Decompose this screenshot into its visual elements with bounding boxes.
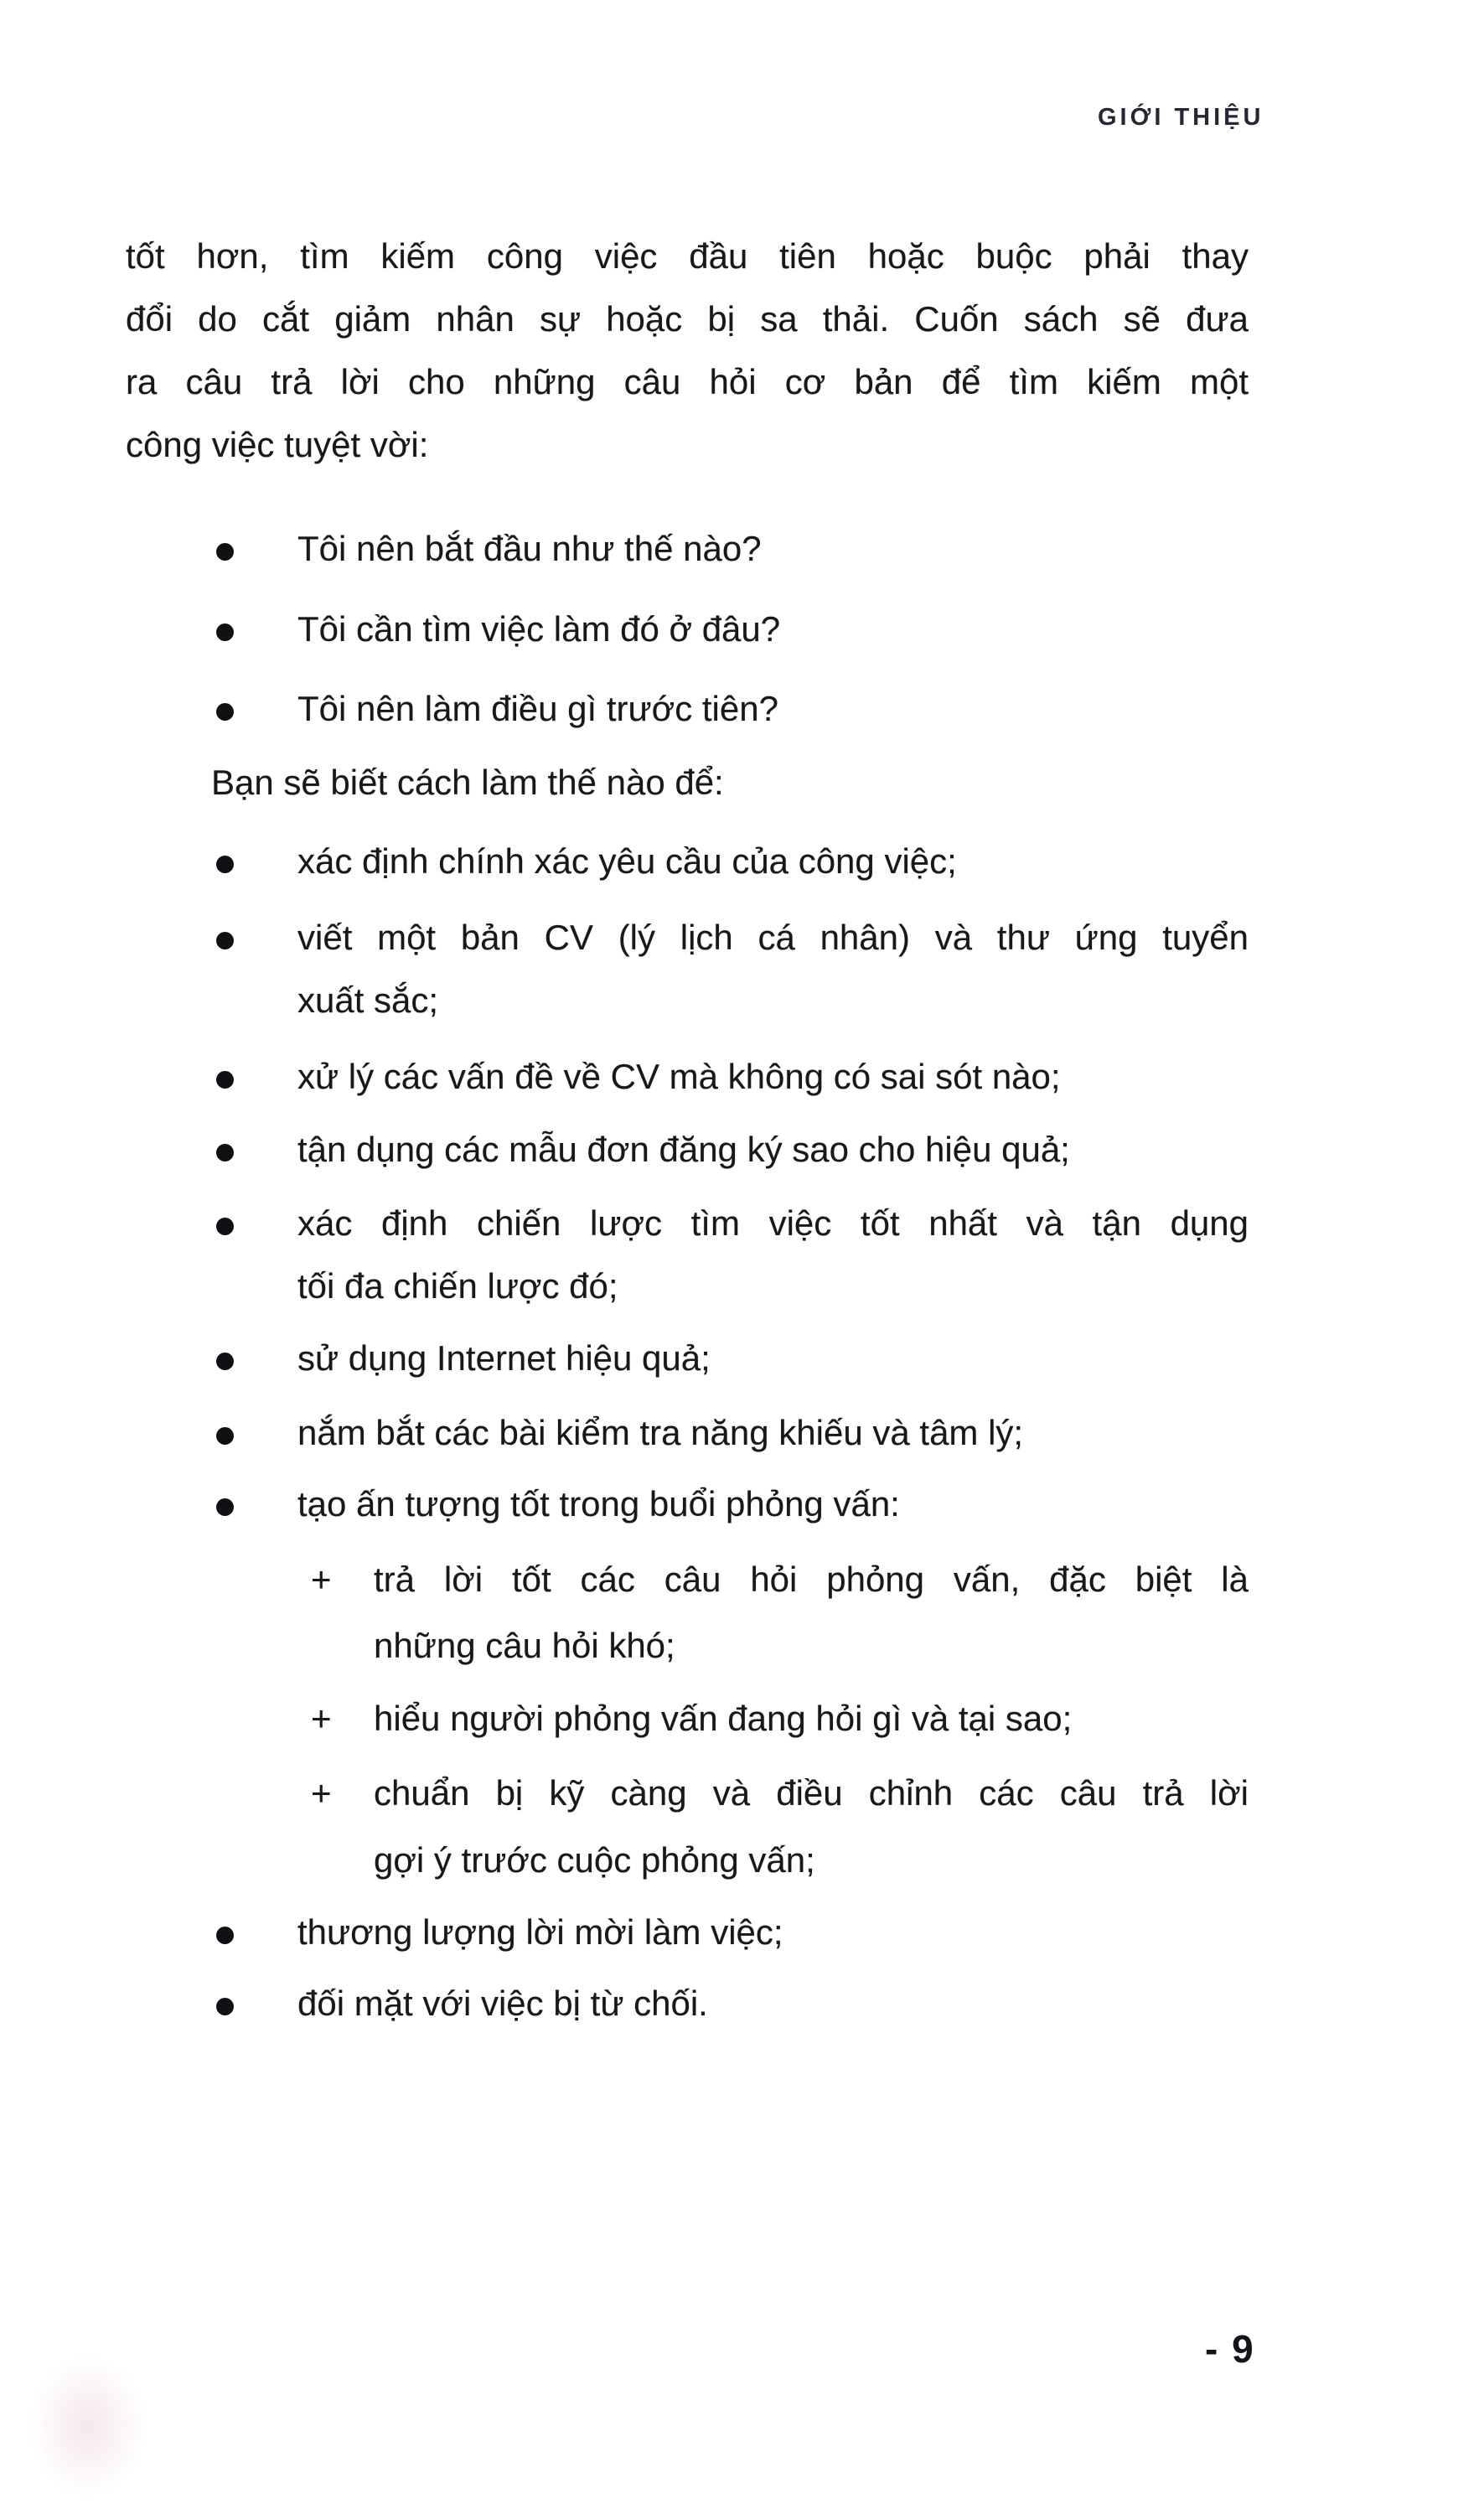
intro-paragraph-line: tốt hơn, tìm kiếm công việc đầu tiên hoặc buộc phải thay [126, 236, 1249, 276]
checklist-text: xác định chiến lược tìm việc tốt nhất và tận dụng [297, 1203, 1249, 1243]
checklist-item [216, 1983, 1249, 2025]
bullet-icon [216, 1983, 297, 2025]
sub-item [311, 1559, 1249, 1601]
question-item [216, 688, 1249, 730]
checklist-item [216, 1412, 1249, 1454]
checklist-item [216, 917, 1249, 959]
intro-paragraph-line: ra câu trả lời cho những câu hỏi cơ bản để tìm kiếm một [126, 362, 1249, 401]
bullet-icon [216, 1203, 297, 1244]
plus-marker: + [311, 1773, 332, 1813]
bullet-icon [216, 1412, 297, 1454]
checklist-text: tạo ấn tượng tốt trong buổi phỏng vấn: [297, 1484, 900, 1523]
sub-item-text: hiểu người phỏng vấn đang hỏi gì và tại sao; [374, 1699, 1073, 1738]
question-item [216, 608, 1249, 650]
sub-item-text-continuation: những câu hỏi khó; [374, 1626, 675, 1665]
page-number: - 9 [1205, 2327, 1255, 2371]
scan-smudge [29, 2355, 147, 2497]
checklist-text: tận dụng các mẫu đơn đăng ký sao cho hiệu quả; [297, 1130, 1070, 1169]
running-header: GIỚI THIỆU [1098, 104, 1264, 131]
checklist-item [216, 1911, 1249, 1953]
section-intro: Bạn sẽ biết cách làm thế nào để: [211, 763, 724, 802]
checklist-item [216, 1203, 1249, 1244]
checklist-item [216, 1483, 1249, 1525]
bullet-icon [216, 1129, 297, 1171]
sub-item-text: chuẩn bị kỹ càng và điều chỉnh các câu trả lời [374, 1773, 1249, 1813]
checklist-text: nắm bắt các bài kiểm tra năng khiếu và tâm lý; [297, 1413, 1024, 1452]
bullet-icon [216, 841, 297, 882]
question-text: Tôi nên bắt đầu như thế nào? [297, 529, 762, 568]
checklist-item [216, 1337, 1249, 1379]
checklist-text: xử lý các vấn đề về CV mà không có sai sót nào; [297, 1057, 1061, 1096]
checklist-text-continuation: xuất sắc; [297, 980, 439, 1020]
checklist-text: viết một bản CV (lý lịch cá nhân) và thư ứng tuyển [297, 918, 1249, 957]
sub-item [311, 1772, 1249, 1814]
checklist-text: sử dụng Internet hiệu quả; [297, 1338, 711, 1378]
plus-marker: + [311, 1560, 332, 1599]
bullet-icon [216, 1911, 297, 1953]
plus-marker: + [311, 1699, 332, 1738]
bullet-icon [216, 1483, 297, 1525]
bullet-icon [216, 528, 297, 570]
question-text: Tôi cần tìm việc làm đó ở đâu? [297, 609, 781, 649]
intro-paragraph-line: đổi do cắt giảm nhân sự hoặc bị sa thải. Cuốn sách sẽ đưa [126, 299, 1249, 339]
checklist-item [216, 841, 1249, 882]
sub-item-text-continuation: gợi ý trước cuộc phỏng vấn; [374, 1840, 815, 1880]
sub-item-text: trả lời tốt các câu hỏi phỏng vấn, đặc biệt là [374, 1560, 1249, 1599]
question-text: Tôi nên làm điều gì trước tiên? [297, 689, 778, 728]
bullet-icon [216, 917, 297, 959]
intro-paragraph-line: công việc tuyệt vời: [126, 425, 429, 464]
checklist-text: thương lượng lời mời làm việc; [297, 1912, 783, 1952]
bullet-icon [216, 688, 297, 730]
checklist-text-continuation: tối đa chiến lược đó; [297, 1266, 618, 1306]
question-item [216, 528, 1249, 570]
checklist-item [216, 1056, 1249, 1098]
sub-item [311, 1698, 1249, 1740]
checklist-text: xác định chính xác yêu cầu của công việc; [297, 841, 957, 881]
bullet-icon [216, 1337, 297, 1379]
checklist-item [216, 1129, 1249, 1171]
bullet-icon [216, 608, 297, 650]
checklist-text: đối mặt với việc bị từ chối. [297, 1984, 708, 2023]
bullet-icon [216, 1056, 297, 1098]
